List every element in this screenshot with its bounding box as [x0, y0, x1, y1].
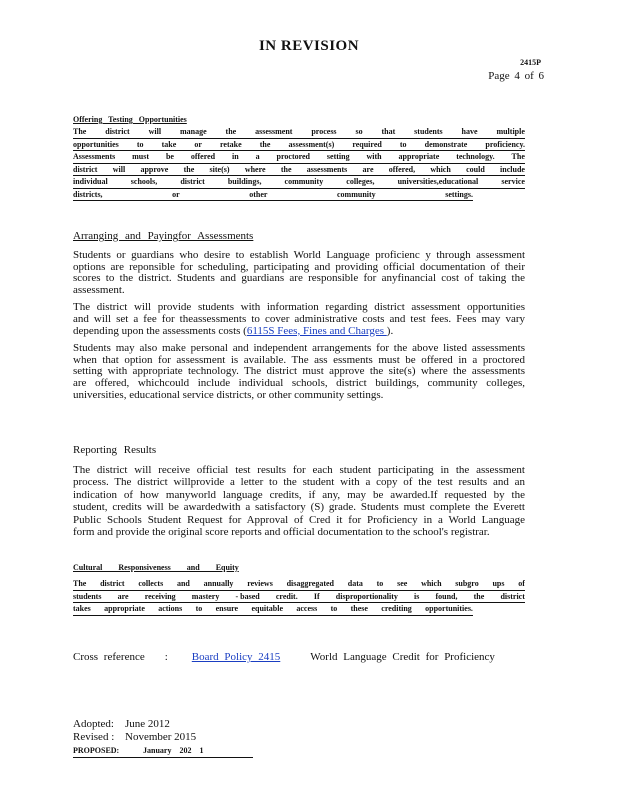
word: equitable — [251, 604, 284, 613]
word: districts, — [73, 189, 103, 199]
word: in — [232, 152, 239, 161]
word: proficiency. — [485, 139, 525, 149]
text-line: assessment. — [73, 283, 125, 296]
word: crediting — [381, 604, 412, 613]
word: be — [165, 152, 174, 161]
text-line — [73, 176, 525, 189]
word: community — [336, 189, 376, 199]
word: ups — [492, 579, 505, 588]
text-line — [73, 591, 525, 604]
word: with — [366, 152, 382, 161]
revised-label: Revised : — [73, 731, 115, 743]
offering-paragraph — [73, 126, 525, 201]
word: where — [244, 164, 266, 174]
adopted-label: Adopted: — [73, 718, 114, 730]
word: appropriate — [398, 152, 440, 161]
word: assessment — [255, 127, 293, 136]
word: schools, — [130, 177, 158, 186]
word: are — [117, 591, 129, 601]
text-line: when that option for assessment is available. The ass essments must be offered in a proctored — [73, 353, 525, 366]
text-line: student, credits will be awardedwith a satisfactory (S) grade. Students must complete the Everett — [73, 501, 525, 514]
word: which — [421, 579, 442, 588]
reporting-section — [73, 444, 525, 538]
word: that — [381, 127, 396, 136]
board-policy-link[interactable]: Board Policy 2415 — [191, 651, 281, 663]
word: actions — [158, 604, 183, 613]
word: these — [350, 604, 368, 613]
text-line — [73, 603, 473, 616]
text-line: Public Schools Student Request for Approval of Cred it for Proficiency in a World Language — [73, 513, 525, 526]
text-line — [73, 151, 525, 164]
word: is — [414, 591, 420, 601]
text-line: Students may also make personal and independent arrangements for the above listed assessments — [73, 342, 525, 355]
word: - based — [235, 591, 260, 601]
word: include — [500, 164, 525, 174]
word: mastery — [191, 591, 220, 601]
word: individual — [73, 177, 108, 186]
word: the — [183, 164, 195, 174]
word: required — [352, 139, 382, 149]
word: the — [280, 164, 292, 174]
proposed-label: PROPOSED: — [73, 746, 120, 755]
proposed-date: January 202 1 — [143, 746, 204, 755]
word: district — [105, 127, 130, 136]
word: will — [112, 164, 126, 174]
word: ensure — [215, 604, 239, 613]
word: of — [518, 579, 525, 588]
text-line: universities, educational service districts, or other community settings. — [73, 388, 384, 401]
word: so — [355, 127, 363, 136]
word: to — [376, 579, 384, 588]
word: site(s) — [209, 164, 230, 174]
word: district — [73, 164, 98, 174]
text-line-suffix: ). — [386, 324, 394, 337]
text-line: and will set a fee for theassessments to cover administrative costs and test fees. Fees may vary — [73, 312, 525, 325]
offering-heading: Offering Testing Opportunities — [73, 115, 187, 124]
word: to — [136, 139, 144, 149]
arranging-paragraph-3 — [73, 343, 525, 401]
word: the — [259, 139, 271, 149]
word: disaggregated — [286, 579, 334, 588]
word: annually — [203, 579, 234, 588]
word: the — [473, 591, 485, 601]
word: data — [347, 579, 363, 588]
word: multiple — [496, 127, 525, 136]
word: will — [148, 127, 162, 136]
word: to — [330, 604, 338, 613]
text-line — [73, 326, 525, 338]
word: and — [176, 579, 190, 588]
word: appropriate — [104, 604, 145, 613]
word: manage — [179, 127, 207, 136]
revised-date: November 2015 — [125, 731, 197, 743]
word: found, — [435, 591, 458, 601]
word: service — [501, 177, 525, 186]
word: colleges, — [346, 177, 375, 186]
reporting-paragraph — [73, 464, 525, 538]
word: approve — [140, 164, 169, 174]
word: universities,educational — [397, 177, 479, 186]
word: or — [172, 189, 180, 199]
word: assessment(s) — [288, 139, 335, 149]
policy-code: 2415P — [520, 58, 541, 67]
text-line: indication of how manyworld language credits, if any, may be awarded.If requested by the — [73, 488, 525, 501]
word: other — [249, 189, 268, 199]
word: collects — [138, 579, 164, 588]
word: The — [73, 127, 87, 136]
word: are — [362, 164, 374, 174]
text-line — [73, 139, 525, 152]
text-line: process. The district willprovide a letter to the student with a copy of the test results and an — [73, 476, 525, 489]
text-line: The district will provide students with information regarding district assessment opportunities — [73, 301, 525, 314]
word: district — [500, 591, 525, 601]
text-line: form and provide the original score reports and official documentation to the school's registrar. — [73, 526, 490, 539]
offering-section — [73, 115, 525, 201]
text-line: setting with appropriate technology. The district must approve the site(s) where the assessments — [73, 365, 525, 378]
word: offered — [190, 152, 216, 161]
word: the — [225, 127, 237, 136]
word: to — [195, 604, 203, 613]
word: access — [296, 604, 318, 613]
word: proctored — [276, 152, 311, 161]
word: could — [466, 164, 485, 174]
text-line: options are reponsible for scheduling, participating and providing official documentation of their — [73, 260, 525, 273]
text-line: scores to the district. Students and guardians are responsible for anyfinancial cost of taking the — [73, 272, 525, 285]
word: see — [397, 579, 408, 588]
page-number: Page 4 of 6 — [488, 70, 544, 82]
word: take — [161, 139, 177, 149]
text-line — [73, 189, 473, 202]
arranging-paragraph-1 — [73, 250, 525, 296]
word: retake — [220, 139, 242, 149]
text-line: are offered, whichcould include individual schools, district buildings, community colleges, — [73, 376, 525, 389]
arranging-section — [73, 230, 525, 401]
text-line: Students or guardians who desire to establish World Language proficienc y through assessment — [73, 249, 525, 261]
word: setting — [326, 152, 350, 161]
proposed-row — [73, 744, 253, 758]
word: The — [73, 579, 87, 588]
word: students — [414, 127, 443, 136]
word: settings. — [445, 189, 473, 199]
word: receiving — [144, 591, 176, 601]
fees-fines-charges-link[interactable]: 6115S Fees, Fines and Charges — [246, 324, 387, 337]
word: to — [399, 139, 407, 149]
cultural-paragraph — [73, 578, 525, 616]
word: or — [194, 139, 202, 149]
word: opportunities — [73, 139, 119, 149]
word: disproportionality — [335, 591, 398, 601]
adopted-date: June 2012 — [125, 718, 170, 730]
text-line — [73, 578, 525, 591]
word: demonstrate — [424, 139, 468, 149]
text-line: The district will receive official test results for each student participating in the assessment — [73, 464, 525, 476]
word: a — [255, 152, 260, 161]
word: assessments — [306, 164, 348, 174]
text-line — [73, 164, 525, 177]
word: takes — [73, 604, 91, 613]
word: offered, — [388, 164, 416, 174]
word: community — [284, 177, 324, 186]
word: must — [132, 152, 150, 161]
word: which — [430, 164, 451, 174]
text-line-prefix: depending upon the assessments costs ( — [73, 324, 247, 337]
cultural-section — [73, 563, 525, 616]
reporting-heading: Reporting Results — [73, 444, 157, 456]
word: credit. — [275, 591, 298, 601]
word: technology. — [456, 152, 495, 161]
adoption-history — [73, 718, 253, 758]
word: subgro — [455, 579, 479, 588]
cross-reference — [73, 651, 495, 663]
word: Assessments — [73, 152, 116, 161]
cross-reference-colon: : — [164, 651, 168, 663]
word: buildings, — [227, 177, 262, 186]
word: have — [461, 127, 478, 136]
arranging-paragraph-2 — [73, 302, 525, 337]
cultural-heading: Cultural Responsiveness and Equity — [73, 563, 239, 572]
word: reviews — [247, 579, 273, 588]
word: opportunities. — [425, 604, 473, 613]
word: district — [100, 579, 125, 588]
word: If — [313, 591, 320, 601]
arranging-heading: Arranging and Payingfor Assessments — [73, 230, 254, 242]
text-line — [73, 126, 525, 139]
revision-title: IN REVISION — [258, 38, 360, 54]
cross-reference-title: World Language Credit for Proficiency — [310, 651, 495, 663]
word: district — [180, 177, 205, 186]
cross-reference-label: Cross reference — [73, 651, 145, 663]
word: students — [73, 591, 102, 601]
word: The — [511, 152, 525, 161]
word: process — [311, 127, 337, 136]
